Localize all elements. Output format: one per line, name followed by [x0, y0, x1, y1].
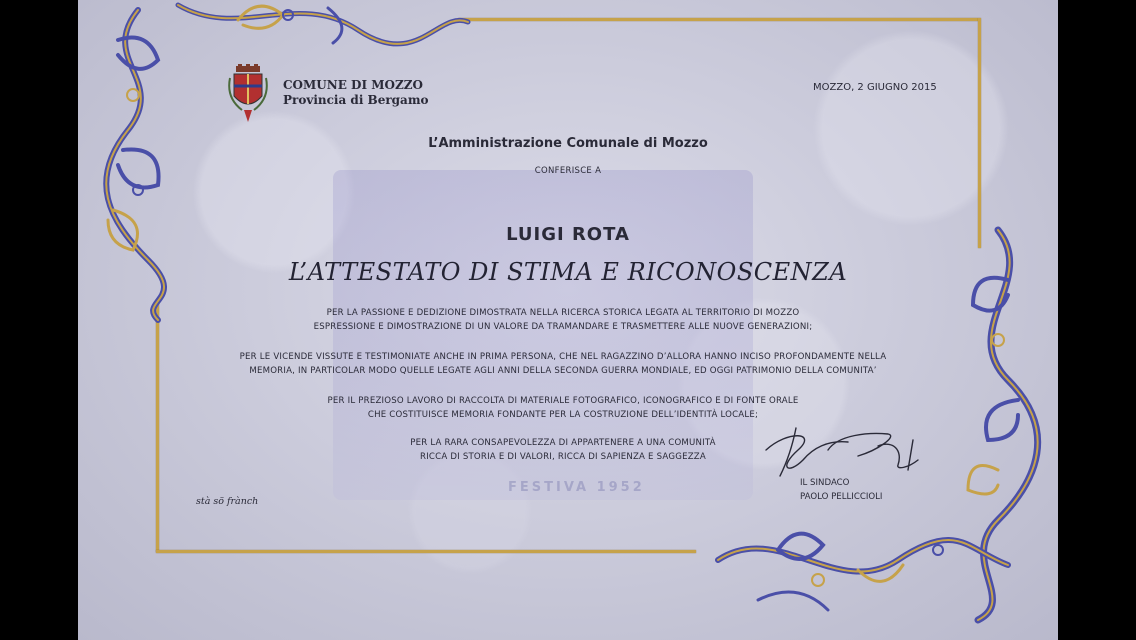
paragraph-line: PER LE VICENDE VISSUTE E TESTIMONIATE ANCHE IN PRIMA PERSONA, CHE NEL RAGAZZINO D’ALLORA HANNO INCISO PROFONDAMENTE NELLA: [239, 352, 887, 362]
gold-frame-top: [458, 18, 978, 21]
province-name: Provincia di Bergamo: [283, 93, 429, 107]
paragraph-line: ESPRESSIONE E DIMOSTRAZIONE DI UN VALORE DA TRAMANDARE E TRASMETTERE ALLE NUOVE GENERAZIONI;: [313, 322, 813, 332]
paragraph-line: CHE COSTITUISCE MEMORIA FONDANTE PER LA COSTRUZIONE DELL’IDENTITÀ LOCALE;: [367, 410, 759, 420]
issue-date: MOZZO, 2 GIUGNO 2015: [813, 82, 937, 93]
paragraph-line: PER LA RARA CONSAPEVOLEZZA DI APPARTENERE A UNA COMUNITÀ: [410, 438, 716, 448]
signer-name: PAOLO PELLICCIOLI: [800, 492, 883, 502]
background-stamp-text: FESTIVA 1952: [508, 480, 645, 495]
paragraph-line: MEMORIA, IN PARTICOLAR MODO QUELLE LEGATE AGLI ANNI DELLA SECONDA GUERRA MONDIALE, ED OGGI PATRIMONIO DELLA COMUNITA’: [249, 366, 877, 376]
paragraph-line: PER LA PASSIONE E DEDIZIONE DIMOSTRATA NELLA RICERCA STORICA LEGATA AL TERRITORIO DI MOZZO: [326, 308, 800, 318]
handwritten-signature: [758, 420, 928, 480]
gold-frame-left: [156, 300, 159, 552]
motivation-paragraph: [198, 394, 928, 422]
signature-block: [800, 476, 882, 504]
motivation-paragraph: [198, 306, 928, 334]
gold-frame-bottom: [156, 550, 696, 553]
municipal-crest-icon: [228, 64, 268, 124]
motivation-paragraph: [198, 350, 928, 378]
paragraph-line: PER IL PREZIOSO LAVORO DI RACCOLTA DI MATERIALE FOTOGRAFICO, ICONOGRAFICO E DI FONTE ORALE: [327, 396, 799, 406]
confers-label: CONFERISCE A: [534, 166, 602, 176]
gold-frame-right: [978, 18, 981, 248]
certificate-paper: [78, 0, 1058, 640]
comune-name: COMUNE DI MOZZO: [283, 78, 423, 92]
motto: stà sö frànch: [196, 496, 259, 507]
paragraph-line: RICCA DI STORIA E DI VALORI, RICCA DI SAPIENZA E SAGGEZZA: [420, 452, 706, 462]
award-title: L’ATTESTATO DI STIMA E RICONOSCENZA: [288, 258, 848, 286]
administration-heading: L’Amministrazione Comunale di Mozzo: [428, 136, 708, 151]
signer-title: IL SINDACO: [800, 478, 850, 488]
recipient-name: LUIGI ROTA: [506, 224, 630, 245]
issuing-authority: [283, 78, 429, 108]
